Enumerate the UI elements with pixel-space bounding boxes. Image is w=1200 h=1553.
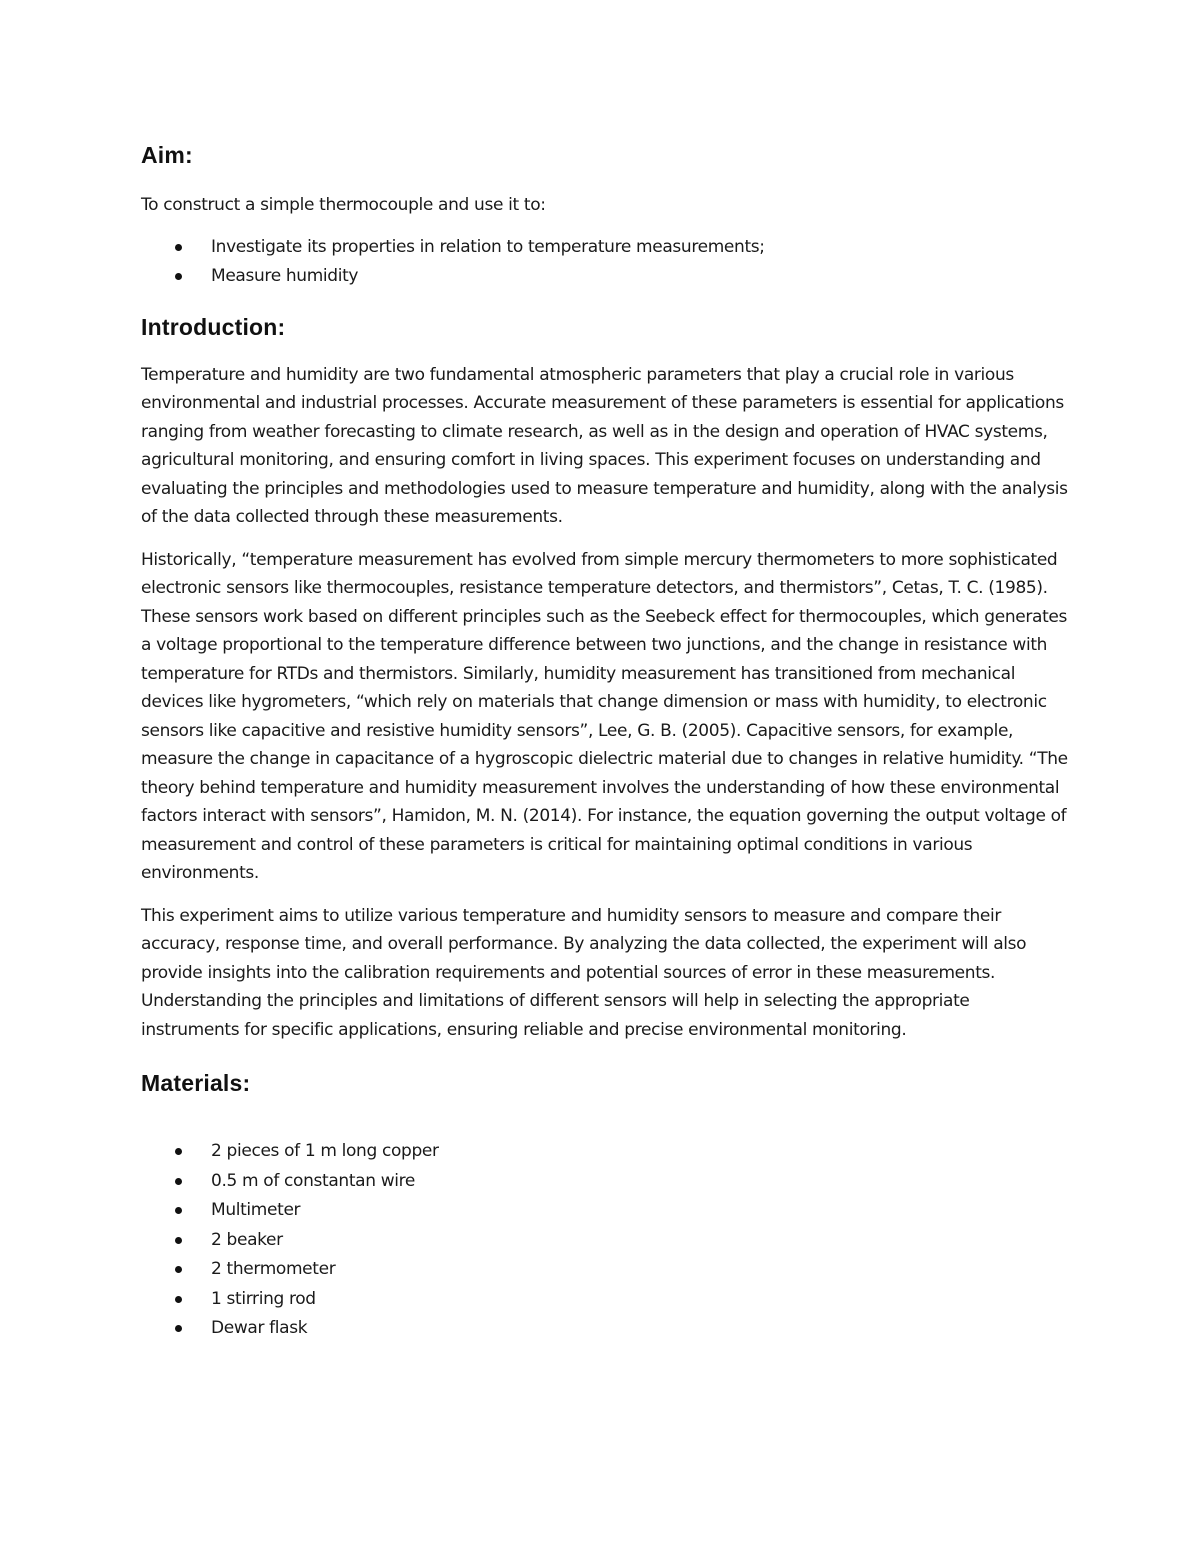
introduction-paragraph: Historically, “temperature measurement has evolved from simple mercury thermometers to more sophisticated electronic sensors like thermocouples, resistance temperature detectors, and thermistors”, Cetas, T. C. (1985). These sensors work based on different principles such as the Seebeck effect for thermocouples, which generates a voltage proportional to the temperature difference between two junctions, and the change in resistance with temperature for RTDs and thermistors. Similarly, humidity measurement has transitioned from mechanical devices like hygrometers, “which rely on materials that change dimension or mass with humidity, to electronic sensors like capacitive and resistive humidity sensors”, Lee, G. B. (2005). Capacitive sensors, for example, measure the change in capacitance of a hygroscopic dielectric material due to changes in relative humidity. “The theory behind temperature and humidity measurement involves the understanding of how these environmental factors interact with sensors”, Hamidon, M. N. (2014). For instance, the equation governing the output voltage of measurement and control of these parameters is critical for maintaining optimal conditions in various environments. <box>141 549 1068 883</box>
list-item-text: Multimeter <box>211 1200 301 1220</box>
list-item-text: Investigate its properties in relation to temperature measurements; <box>211 236 765 257</box>
bullet-icon <box>175 1178 182 1185</box>
aim-heading: Aim: <box>141 142 193 168</box>
list-item-text: Measure humidity <box>211 266 359 286</box>
bullet-icon <box>175 1325 182 1332</box>
introduction-heading: Introduction: <box>141 313 286 340</box>
list-item-text: 1 stirring rod <box>211 1288 316 1309</box>
list-item-text: 2 beaker <box>211 1229 283 1250</box>
list-item-text: Dewar flask <box>211 1318 308 1338</box>
list-item <box>141 1167 1071 1197</box>
list-item-text: 2 pieces of 1 m long copper <box>211 1141 439 1161</box>
bullet-icon <box>175 244 182 251</box>
list-item <box>141 262 1071 292</box>
bullet-icon <box>175 1266 182 1273</box>
list-item <box>141 1255 1071 1285</box>
introduction-paragraph: This experiment aims to utilize various temperature and humidity sensors to measure and compare their accuracy, response time, and overall performance. By analyzing the data collected, the experiment will also provide insights into the calibration requirements and potential sources of error in these measurements. Understanding the principles and limitations of different sensors will help in selecting the appropriate instruments for specific applications, ensuring reliable and precise environmental monitoring. <box>141 905 1027 1040</box>
document-content <box>141 142 1071 1344</box>
bullet-icon <box>175 273 182 280</box>
list-item <box>141 233 1071 263</box>
list-item <box>141 1137 1071 1167</box>
bullet-icon <box>175 1237 182 1244</box>
list-item <box>141 1196 1071 1226</box>
aim-intro-text: To construct a simple thermocouple and use it to: <box>141 195 546 215</box>
materials-list <box>141 1137 1071 1344</box>
bullet-icon <box>175 1207 182 1214</box>
introduction-paragraph: Temperature and humidity are two fundamental atmospheric parameters that play a crucial role in various environmental and industrial processes. Accurate measurement of these parameters is essential for applications ranging from weather forecasting to climate research, as well as in the design and operation of HVAC systems, agricultural monitoring, and ensuring comfort in living spaces. This experiment focuses on understanding and evaluating the principles and methodologies used to measure temperature and humidity, along with the analysis of the data collected through these measurements. <box>141 364 1068 527</box>
list-item <box>141 1285 1071 1315</box>
bullet-icon <box>175 1148 182 1155</box>
materials-heading: Materials: <box>141 1070 251 1096</box>
list-item-text: 0.5 m of constantan wire <box>211 1170 415 1191</box>
list-item <box>141 1314 1071 1344</box>
list-item-text: 2 thermometer <box>211 1259 336 1279</box>
bullet-icon <box>175 1296 182 1303</box>
aim-list <box>141 233 1071 292</box>
list-item <box>141 1226 1071 1256</box>
